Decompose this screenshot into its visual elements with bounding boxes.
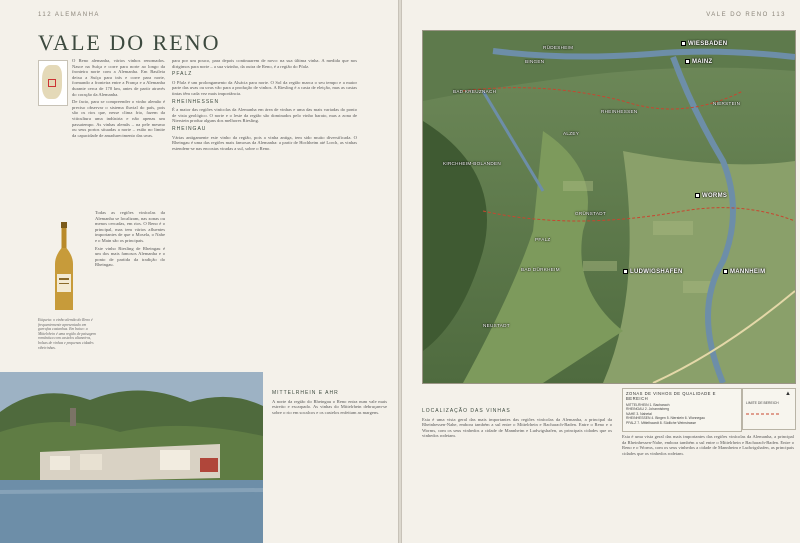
- map-label-grunstadt: GRÜNSTADT: [575, 211, 606, 216]
- paragraph: É a maior das regiões vinícolas da Alemanha em área de vinhas e uma das mais variadas do ponto de vista geológico. O norte e o leste da região são dominados pelo vinho barato, mas a zona de Nierstein produz alguns dos melhores Riesling.: [172, 107, 357, 124]
- boundary-line-swatch: [743, 410, 783, 418]
- section-heading: PFALZ: [172, 71, 193, 78]
- paragraph: Várias antigamente este vinho da região, pois a vinha antiga, tem sido muito diversificada. O Rheingau é uma das regiões mais famosas da Alemanha: a partir de Hochheim até Lorch, as vinhas estendem-se nas encostas viradas a sul, sobre o Reno.: [172, 134, 357, 151]
- section-heading: MITTELRHEIN E AHR: [272, 390, 339, 396]
- map-label-wiesbaden: WIESBADEN: [681, 41, 727, 47]
- paragraph: O Reno alemanha, vários vinhos renomados. Nasce na Suíça e corre para norte ao longo da fronteira norte com a Alemanha. Em Basileia deixa a Suíça para trás e corre para norte, formando a fronteira entre a França e a Alemanha durante cerca de 170 km, antes de partir através do coração da Alemanha.: [72, 58, 165, 97]
- section-heading: RHEINGAU: [172, 125, 207, 132]
- legend-row: RHEINHESSEN 4. Bingen 5. Nierstein 6. Wonnegau: [626, 416, 705, 421]
- map-label-kirchheim: KIRCHHEIM-BOLANDEN: [443, 161, 501, 166]
- legend-row: MITTELRHEIN 1. Bacharach: [626, 403, 670, 407]
- paragraph: De facto, para se compreender o vinho alemão é preciso observar o sistema fluvial do país, pois são os rios que, nesse clima frio, fazem da viticultura uma indústria e não apenas um passatempo. As vinhas alemãs – na pele mesmo ou seus portos situadas a norte – estão no limite da capacidade de amadurecimento das uvas.: [72, 99, 165, 138]
- river-photo: [0, 372, 263, 543]
- map-caption-text: Esta é uma vista geral das mais importantes das regiões vinícolas da Alemanha, a principal da Rheinhessen-Nahe, embora também a sul entre o Mittelrhein e Bacharach-Baden. Entre o Reno e o Worms, com os seus vinhedos a cidade de Mannheim e Ludwigshafen, as principais cidades que os vinhedos rodeiam.: [622, 434, 794, 456]
- map-label-mannheim: MANNHEIM: [723, 269, 765, 275]
- map-label-neustadt: NEUSTADT: [483, 323, 510, 328]
- text-column-1a: [72, 58, 165, 208]
- page-title: VALE DO RENO: [38, 30, 221, 55]
- aerial-map: [422, 30, 796, 384]
- legend-row: NAHE 3. Nahetal: [626, 411, 652, 416]
- map-label-bad-durkheim: BAD DÜRKHEIM: [521, 267, 560, 272]
- map-caption-block: [422, 406, 612, 526]
- paragraph: O Pfalz é um prolongamento da Alsácia para norte. O Sol da região marca o seu tempo e a maior parte das uvas ou uvas vão para a produção de vinhos. A Riesling é a casta de eleição, mas as castas tintas têm cada vez mais importância.: [172, 79, 357, 96]
- running-head-right: VALE DO RENO 113: [706, 12, 786, 18]
- map-label-rudesheim: RÜDESHEIM: [543, 45, 574, 50]
- right-page: [402, 0, 800, 543]
- left-page: [0, 0, 398, 543]
- city-dot-icon: [623, 269, 628, 274]
- legend-row: PFALZ 7. Mittelhaardt 8. Südliche Weinstrasse: [626, 420, 697, 425]
- city-dot-icon: [685, 59, 690, 64]
- map-caption-text: Esta é uma vista geral das mais importantes das regiões vinícolas da Alemanha, a principal da Rheinhessen-Nahe, embora também a sul entre o Mittelrhein e Bacharach-Baden. Entre o Reno e o Worms, com os seus vinhedos a cidade de Mannheim e Ludwigshafen, as principais cidades que os vinhedos rodeiam.: [422, 416, 612, 439]
- map-legend: [622, 388, 742, 432]
- locator-box: [48, 79, 56, 87]
- map-label-mainz: MAINZ: [685, 59, 713, 65]
- map-label-pfalz: PFALZ: [535, 237, 551, 242]
- map-label-bingen: BINGEN: [525, 59, 545, 64]
- city-dot-icon: [723, 269, 728, 274]
- running-head-left: 112 ALEMANHA: [38, 12, 100, 18]
- text-column-3: [272, 388, 387, 528]
- map-legend-key: [742, 388, 796, 430]
- map-label-nierstein: NIERSTEIN: [713, 101, 741, 106]
- map-label-rheinhessen: RHEINHESSEN: [601, 109, 638, 114]
- legend-boundary-label: LIMITE DE BEREICH: [746, 401, 779, 405]
- image-caption: Etiqueta: o vinho alemão do Reno é frequentemente apresentado em garrafas castanhas. Em baixo: a Mittelrhein é uma região de paisagem romântica com castelos altaneiros, bolsas de vinhas e pequenas cidades ribeirinhas.: [38, 318, 96, 350]
- text-column-2: [172, 58, 357, 358]
- wine-bottle-image: [52, 222, 76, 312]
- text-column-1b: [95, 210, 165, 370]
- section-heading: RHEINHESSEN: [172, 98, 220, 105]
- paragraph: Este vinho Riesling de Rheingau é um dos mais famosos Alemanha e o ponto de partida da tradição do Rheingau.: [95, 245, 165, 268]
- north-arrow-icon: ▲: [785, 391, 791, 397]
- paragraph: para por um pouco, para depois continuarem de novo: na sua última vinha. A medida que nos dirigimos para norte – a sua vizinho, da outra de Reno, é a região do Pfalz.: [172, 58, 357, 69]
- map-caption-continued: [622, 434, 794, 524]
- locator-map: [38, 60, 68, 106]
- map-caption-heading: LOCALIZAÇÃO DAS VINHAS: [422, 408, 511, 414]
- city-dot-icon: [681, 41, 686, 46]
- paragraph: A norte da região do Rheingau o Reno entra num vale mais estreito e escarpado. As vinhas do Mittelrhein debruçam-se sobre o rio em socalcos e os castelos enfeitam as margens.: [272, 398, 387, 415]
- map-label-ludwigshafen: LUDWIGSHAFEN: [623, 269, 683, 275]
- legend-title: ZONAS DE VINHOS DE QUALIDADE E BEREICH: [626, 391, 716, 401]
- map-label-worms: WORMS: [695, 193, 727, 199]
- map-label-bad-kreuznach: BAD KREUZNACH: [453, 89, 497, 94]
- legend-row: RHEINGAU 2. Johannisberg: [626, 407, 669, 412]
- paragraph: Todas as regiões vinícolas da Alemanha se localizam, nas zonas ou menos cercadas, em rios. O Reno é o principal, mas tem vários afluentes importantes de que o Mosela, o Nahe e o Main são os principais.: [95, 210, 165, 243]
- map-label-alzey: ALZEY: [563, 131, 580, 136]
- city-dot-icon: [695, 193, 700, 198]
